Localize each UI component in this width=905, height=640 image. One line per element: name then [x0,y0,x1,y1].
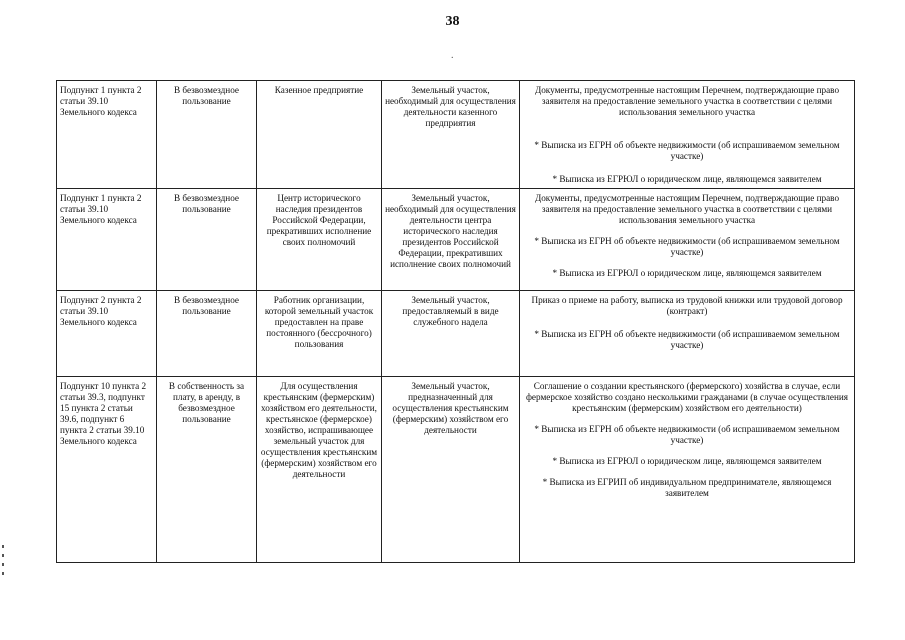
document-item: * Выписка из ЕГРН об объекте недвижимости (об испрашиваемом земельном участке) [534,140,840,161]
document-item: * Выписка из ЕГРЮЛ о юридическом лице, являющемся заявителем [552,174,822,184]
right-type-cell: В безвозмездное пользование [157,81,257,189]
page-number: 38 [445,14,460,29]
scan-mark: . [451,50,454,61]
documents-cell [520,189,855,291]
table-row [57,291,855,377]
applicant-cell: Казенное предприятие [257,81,382,189]
document-item: Документы, предусмотренные настоящим Перечнем, подтверждающие право заявителя на предоставление земельного участка в соответствии с целями использования земельного участка [534,193,840,225]
document-item: * Выписка из ЕГРЮЛ о юридическом лице, являющемся заявителем [552,268,822,278]
documents-cell [520,291,855,377]
table-row [57,81,855,189]
document-item: * Выписка из ЕГРН об объекте недвижимости (об испрашиваемом земельном участке) [534,424,840,445]
applicant-cell: Для осуществления крестьянским (фермерским) хозяйством его деятельности, крестьянское (фермерское) хозяйство, испрашивающее земельный участок для осуществления крестьянским (фермерским) хозяйством его деятельности [257,377,382,563]
applicant-cell: Работник организации, которой земельный участок предоставлен на праве постоянного (бессрочного) пользования [257,291,382,377]
document-item: * Выписка из ЕГРН об объекте недвижимости (об испрашиваемом земельном участке) [534,329,840,350]
basis-cell: Подпункт 10 пункта 2 статьи 39.3, подпункт 15 пункта 2 статьи 39.6, подпункт 6 пункта 2 статьи 39.10 Земельного кодекса [57,377,157,563]
right-type-cell: В собственность за плату, в аренду, в безвозмездное пользование [157,377,257,563]
document-item: * Выписка из ЕГРН об объекте недвижимости (об испрашиваемом земельном участке) [534,236,840,257]
table-row [57,377,855,563]
right-type-cell: В безвозмездное пользование [157,189,257,291]
applicant-cell: Центр исторического наследия президентов Российской Федерации, прекративших исполнение своих полномочий [257,189,382,291]
basis-cell: Подпункт 1 пункта 2 статьи 39.10 Земельного кодекса [57,189,157,291]
document-item: Приказ о приеме на работу, выписка из трудовой книжки или трудовой договор (контракт) [531,295,843,316]
document-item: * Выписка из ЕГРИП об индивидуальном предпринимателе, являющемся заявителем [542,477,832,498]
document-item: Соглашение о создании крестьянского (фермерского) хозяйства в случае, если фермерское хозяйство создано несколькими гражданами (в случае осуществления крестьянским (фермерским) хозяйством его деятельности) [525,381,848,413]
documents-table [56,80,855,563]
document-item: * Выписка из ЕГРЮЛ о юридическом лице, являющемся заявителем [552,456,822,466]
land-cell: Земельный участок, необходимый для осуществления деятельности казенного предприятия [382,81,520,189]
land-cell: Земельный участок, необходимый для осуществления деятельности центра исторического наследия президентов Российской Федерации, прекративших исполнение своих полномочий [382,189,520,291]
table-row [57,189,855,291]
right-type-cell: В безвозмездное пользование [157,291,257,377]
scan-edge-marks [2,545,5,585]
documents-cell [520,81,855,189]
basis-cell: Подпункт 1 пункта 2 статьи 39.10 Земельного кодекса [57,81,157,189]
document-item: Документы, предусмотренные настоящим Перечнем, подтверждающие право заявителя на предоставление земельного участка в соответствии с целями использования земельного участка [534,85,840,117]
documents-cell [520,377,855,563]
basis-cell: Подпункт 2 пункта 2 статьи 39.10 Земельного кодекса [57,291,157,377]
land-cell: Земельный участок, предназначенный для осуществления крестьянским (фермерским) хозяйством его деятельности [382,377,520,563]
land-cell: Земельный участок, предоставляемый в виде служебного надела [382,291,520,377]
